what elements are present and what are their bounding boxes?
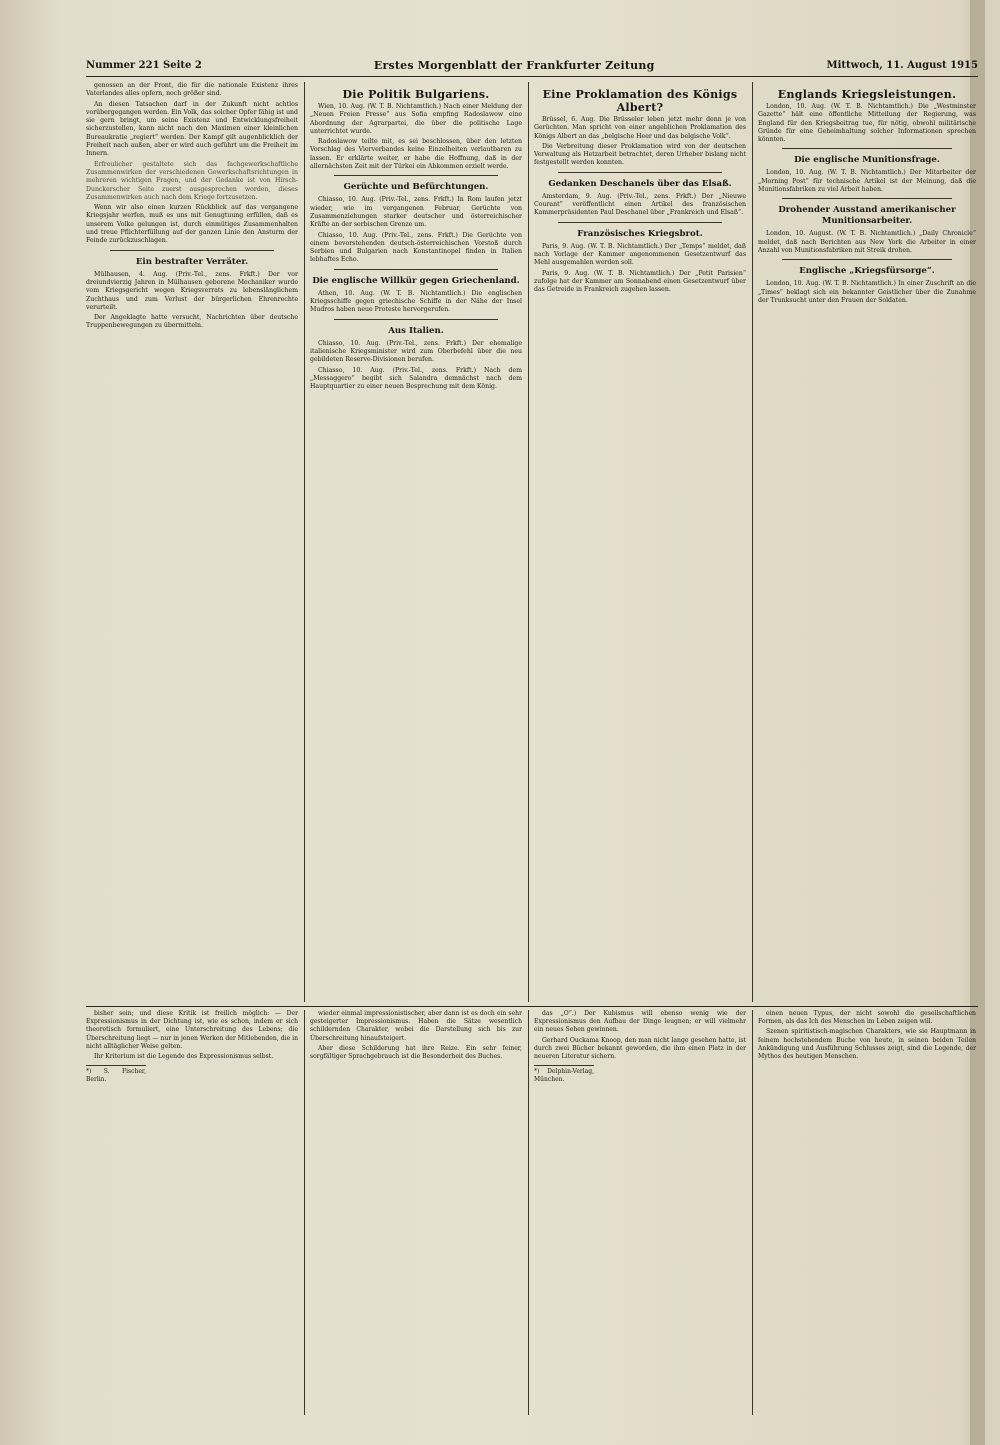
paragraph: einen neuen Typus, der nicht sowohl die gesellschaftlichen Formen, als das Ich des Menschen im Leben zeigen will. — [758, 1010, 976, 1026]
paragraph: Mülhausen, 4. Aug. (Priv.-Tel., zens. Frkft.) Der vor dreiundvierzig Jahren in Mülhausen geborene Mechaniker wurde vom Kriegsgericht wegen Kriegsverrats zu lebenslänglichem Zuchthaus und zum Verlust der bürgerlichen Ehrenrechte verurteilt. — [86, 270, 298, 311]
column-rule — [528, 1010, 529, 1415]
header-rule — [86, 76, 978, 77]
masthead: Erstes Morgenblatt der Frankfurter Zeitung — [373, 58, 655, 72]
headline-deschanel: Gedanken Deschanels über das Elsaß. — [548, 178, 732, 189]
paragraph: Amsterdam, 9. Aug. (Priv.-Tel., zens. Frkft.) Der „Nieuwe Courant“ veröffentlicht einen Artikel des französischen Kammerpräsidenten Paul Deschanel über „Frankreich und Elsaß“. — [534, 192, 746, 217]
headline-englands-kriegsleistungen: Englands Kriegsleistungen. — [777, 88, 957, 101]
feuilleton-column-3 — [534, 1010, 746, 1415]
divider — [110, 250, 274, 251]
paragraph: Die Verbreitung dieser Proklamation wird von der deutschen Verwaltung als Hetzarbeit betrachtet, deren Urheber bislang nicht festgestellt werden konnten. — [534, 142, 746, 167]
paragraph: Der Angeklagte hatte versucht, Nachrichten über deutsche Truppenbewegungen zu übermitteln. — [86, 314, 298, 330]
header-right: Mittwoch, 11. August 1915 — [826, 59, 978, 71]
headline-geruechte: Gerüchte und Befürchtungen. — [343, 182, 489, 193]
feuilleton-rule — [86, 1006, 978, 1007]
paragraph: Ihr Kriterium ist die Legende des Expressionismus selbst. — [94, 1053, 274, 1061]
feuilleton-column-2 — [310, 1010, 522, 1415]
header-left: Nummer 221 Seite 2 — [86, 59, 202, 71]
footnote: *) Delphin-Verlag, München. — [534, 1065, 594, 1084]
headline-munitionsfrage: Die englische Munitionsfrage. — [794, 155, 940, 166]
paragraph: Wien, 10. Aug. (W. T. B. Nichtamtlich.) Nach einer Meldung der „Neuen Freien Presse“ aus Sofia empfing Radoslawow eine Abordnung der Agrarpartei, die über die politische Lage unterrichtet wurde. — [310, 103, 522, 135]
headline-griechenland: Die englische Willkür gegen Griechenland. — [312, 275, 520, 286]
paragraph: Chiasso, 10. Aug. (Priv.-Tel., zens. Frkft.) Nach dem „Messaggero“ begibt sich Salandra demnächst nach dem Hauptquartier zu einer neuen Besprechung mit dem König. — [310, 366, 522, 391]
paragraph: An diesen Tatsachen darf in der Zukunft nicht achtlos vorübergegangen werden. Ein Volk, das solcher Opfer fähig ist und sie gern bringt, um seine Existenz und Entwicklungsfreiheit sicherzustellen, kann nicht nach den Maximen einer kleinlichen Bureaukratie „regiert“ werden. Der Kampf gilt augenblicklich der Freiheit nach außen, aber er wird auch geführt um die Freiheit im Innern. — [86, 100, 298, 158]
headline-kriegsfuersorge: Englische „Kriegsfürsorge“. — [799, 266, 935, 277]
paragraph: Radoslawow teilte mit, es sei beschlossen, über den letzten Vorschlag des Vierverbandes keine Einzelheiten verlautbaren zu lassen. Er erklärte weiter, er habe die Hoffnung, daß in der allernächsten Zeit mit der Türkei ein Abkommen erzielt werde. — [310, 138, 522, 171]
column-rule — [304, 1010, 305, 1415]
divider — [334, 175, 498, 176]
column-2 — [310, 82, 522, 1002]
column-rule — [304, 82, 305, 1002]
divider — [558, 222, 722, 223]
divider — [782, 148, 952, 149]
divider — [782, 198, 952, 199]
paragraph: Paris, 9. Aug. (W. T. B. Nichtamtlich.) Der „Temps“ meldet, daß nach Vorlage der Kammer angenommenen Gesetzentwurf das Mehl ausgemahlen werden soll. — [534, 242, 746, 267]
headline-aus-italien: Aus Italien. — [388, 325, 444, 336]
paragraph: Brüssel, 6. Aug. Die Brüsseler leben jetzt mehr denn je von Gerüchten. Man spricht von einer angeblichen Proklamation des Königs Albert an das „belgische Heer und das belgische Volk“. — [534, 116, 746, 140]
feuilleton-column-1 — [86, 1010, 298, 1415]
column-rule — [528, 82, 529, 1002]
paragraph: Chiasso, 10. Aug. (Priv.-Tel., zens. Frkft.) Die Gerüchte von einem bevorstehenden deutsch-österreichischen Vorstoß durch Serbien und Bulgarien nach Konstantinopel finden in Italien lebhaftes Echo. — [310, 231, 522, 264]
paragraph: Gerhard Ouckama Knoop, den man nicht lange gesehen hatte, ist durch zwei Bücher bekannt geworden, die ihm einen Platz in der neueren Literatur sichern. — [534, 1036, 746, 1061]
paragraph: Athen, 10. Aug. (W. T. B. Nichtamtlich.) Die englischen Kriegsschiffe gegen griechische Schiffe in der Nähe der Insel Mudros haben neue Proteste hervorgerufen. — [310, 289, 522, 314]
column-3 — [534, 82, 746, 1002]
column-1 — [86, 82, 298, 1002]
divider — [782, 259, 952, 260]
paragraph: London, 10. August. (W. T. B. Nichtamtlich.) „Daily Chronicle“ meldet, daß nach Berichten aus New York die Arbeiter in einer Anzahl von Munitionsfabriken mit Streik drohen. — [758, 230, 976, 254]
headline-kriegsbrot: Französisches Kriegsbrot. — [577, 228, 703, 239]
column-rule — [752, 1010, 753, 1415]
headline-politik-bulgariens: Die Politik Bulgariens. — [342, 88, 490, 101]
paragraph: Paris, 9. Aug. (W. T. B. Nichtamtlich.) Der „Petit Parisien“ zufolge hat der Kammer am Sonnabend einen Gesetzentwurf über das Getreide in Frankreich zugehen lassen. — [534, 269, 746, 294]
paragraph: bisher sein; und diese Kritik ist freilich möglich: — Der Expressionismus in der Dichtung ist, wie es schon, indem er sich theoretisch formuliert, eine Unterschreitung des Lebens; die Überschreitung liegt — nur in jenen Werken der Mitlebenden, die in nicht alltäglicher Weise gelten. — [86, 1010, 298, 1050]
paragraph: Szenen spiritistisch-magischen Charakters, wie sie Hauptmann in feinem hochstehendem Buche von heute, in seinen beiden Teilen Ankündigung und Ausführung Schlusses zeigt, sind die Legende, der Mythos des heutigen Menschen. — [758, 1028, 976, 1061]
footnote: *) S. Fischer, Berlin. — [86, 1065, 146, 1084]
paragraph: Chiasso, 10. Aug. (Priv.-Tel., zens. Frkft.) In Rom laufen jetzt wieder, wie im vergangenen Februar, Gerüchte von Zusammenziehungen starker deutscher und österreichischer Kräfte an der serbischen Grenze um. — [310, 196, 522, 229]
paragraph: Erfreulicher gestaltete sich das fachgewerkschaftliche Zusammenwirken der verschiedenen Gewerkschaftsrichtungen in mehreren wichtigen Fragen, und der Gedanke ist von Hirsch-Dunckerscher Seite zuerst ausgesprochen worden, dieses Zusammenwirken auch nach dem Kriege fortzusetzen. — [86, 160, 298, 201]
paragraph: Aber diese Schilderung hat ihre Reize. Ein sehr feiner, sorgfältiger Sprachgebrauch ist die Besonderheit des Buches. — [310, 1044, 522, 1061]
headline-ausstand: Drohender Ausstand amerikanischer Munitionsarbeiter. — [778, 205, 956, 227]
column-rule — [752, 82, 753, 1002]
page-header — [86, 56, 978, 74]
divider — [334, 319, 498, 320]
paragraph: genossen an der Front, die für die nationale Existenz ihres Vaterlandes alles opfern, noch größer sind. — [86, 82, 298, 98]
divider — [558, 172, 722, 173]
headline-proklamation: Eine Proklamation des Königs Albert? — [542, 88, 738, 114]
paragraph: London, 10. Aug. (W. T. B. Nichtamtlich.) Die „Westminster Gazette“ hält eine öffentliche Mitteilung der Regierung, was England für den Kriegsbeitrag tue, für nötig, obwohl militärische Gründe für eine Geheimhaltung solcher Informationen sprechen könnten. — [758, 103, 976, 144]
paragraph: das „O“.) Der Kubismus will ebenso wenig wie der Expressionismus den Aufbau der Dinge leugnen; er will vielmehr ein neues Sehen gewinnen. — [534, 1010, 746, 1034]
paragraph: Wenn wir also einen kurzen Rückblick auf das vergangene Kriegsjahr werfen, muß es uns mit Genugtuung erfüllen, daß es unserem Volke gelungen ist, durch einmütiges Zusammenhalten und treue Pflichterfüllung auf der ganzen Linie den Ansturm der Feinde zurückzuschlagen. — [86, 204, 298, 245]
column-4 — [758, 82, 976, 1002]
headline-bestrafter-verraeter: Ein bestrafter Verräter. — [135, 256, 249, 267]
paragraph: wieder einmal impressionistischer, aber dann ist es doch ein sehr gesteigerter Impressionismus. Haben die Sätze wesentlich schildernden Charakter, wobei die Darstellung sich bis zur Überschreitung hinaufsteigert. — [310, 1010, 522, 1042]
paragraph: London, 10. Aug. (W. T. B. Nichtamtlich.) In einer Zuschrift an die „Times“ beklagt sich ein bekannter Geistlicher über die Zunahme der Trunksucht unter den Frauen der Soldaten. — [758, 280, 976, 304]
feuilleton-column-4 — [758, 1010, 976, 1415]
divider — [334, 269, 498, 270]
paragraph: London, 10. Aug. (W. T. B. Nichtamtlich.) Der Mitarbeiter der „Morning Post“ für technische Artikel ist der Meinung, daß die Munitionsfabriken zu viel Arbeit haben. — [758, 169, 976, 194]
paragraph: Chiasso, 10. Aug. (Priv.-Tel., zens. Frkft.) Der ehemalige italienische Kriegsminister wird zum Oberbefehl über die neu gebildeten Reserve-Divisionen berufen. — [310, 339, 522, 364]
